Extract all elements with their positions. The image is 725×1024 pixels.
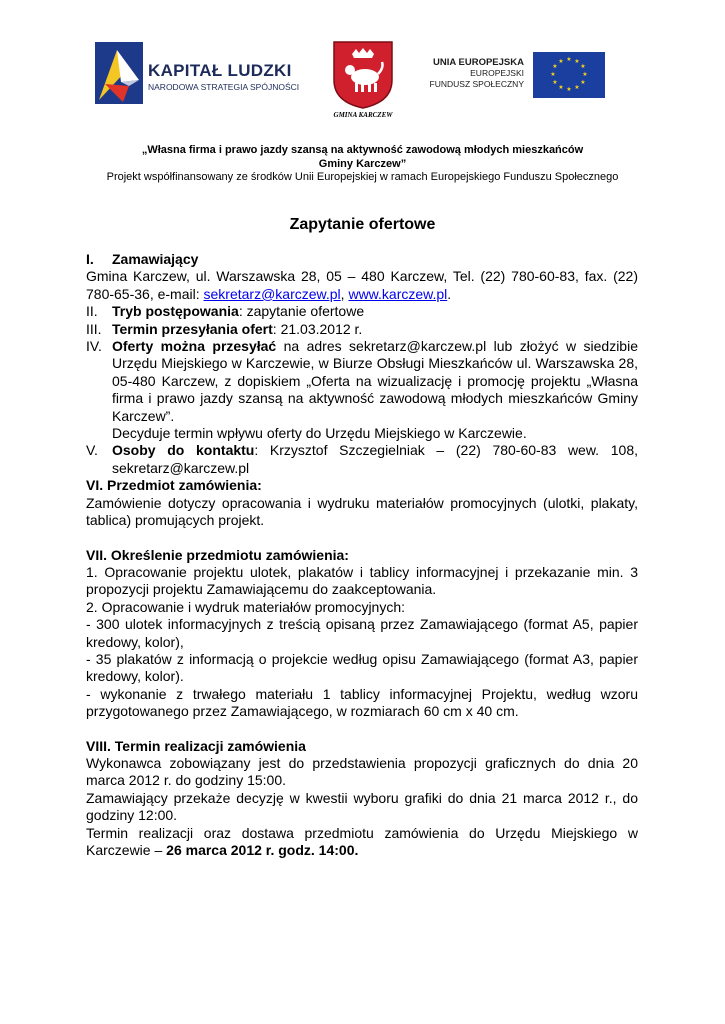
gmina-karczew-logo [328, 38, 398, 120]
section-3-number: III. [86, 320, 102, 337]
section-2 [86, 303, 638, 320]
svg-text:★: ★ [552, 63, 558, 70]
svg-text:★: ★ [582, 71, 588, 78]
cofinance-note: Projekt współfinansowany ze środków Unii Europejskiej w ramach Europejskiego Funduszu Społecznego [106, 171, 619, 183]
email-link[interactable]: sekretarz@karczew.pl [203, 285, 341, 302]
svg-text:★: ★ [566, 56, 572, 63]
kapital-ludzki-subtitle: NARODOWA STRATEGIA SPÓJNOŚCI [148, 82, 300, 92]
section-1-title: Zamawiający [112, 251, 199, 267]
section-5-value: : Krzysztof Szczegielniak – (22) 780-60-83 wew. 108, sekretarz@karczew.pl [112, 442, 638, 476]
coat-of-arms-icon [328, 38, 398, 110]
section-1-heading [86, 251, 638, 268]
section-5-number: V. [86, 442, 98, 459]
section-4-note: Decyduje termin wpływu oferty do Urzędu Miejskiego w Karczewie. [112, 425, 527, 442]
section-3-label: Termin przesyłania ofert [112, 320, 273, 337]
section-5 [86, 442, 638, 477]
document-title: Zapytanie ofertowe [289, 216, 436, 233]
svg-text:★: ★ [558, 84, 564, 91]
section-6-text: Zamówienie dotyczy opracowania i wydruku materiałów promocyjnych (ulotki, plakaty, tablica) promujących projekt. [86, 494, 638, 529]
section-1-address: Gmina Karczew, ul. Warszawska 28, 05 – 480 Karczew, Tel. (22) 780-60-83, fax. (22) 780-65-36, e-mail: [86, 268, 638, 302]
project-title-line1: „Własna firma i prawo jazdy szansą na aktywność zawodową młodych mieszkańców [141, 144, 584, 156]
document-body [86, 251, 638, 859]
section-4-label: Oferty można przesyłać [112, 338, 277, 355]
section-8-paragraph-2: Zamawiający przekaże decyzję w kwestii wyboru grafiki do dnia 21 marca 2012 r., do godziny 12:00. [86, 789, 638, 824]
section-2-value: : zapytanie ofertowe [238, 303, 365, 320]
section-4-text: na adres sekretarz@karczew.pl lub złożyć w siedzibie Urzędu Miejskiego w Karczewie, w Biurze Obsługi Mieszkańców ul. Warszawska 28, 05-480 Karczew, z dopiskiem „Oferta na wizualizację i promocję projektu „Własna firma i prawo jazdy szansą na aktywność zawodową młodych mieszkańców Gminy Karczew”. [112, 338, 638, 424]
kapital-ludzki-logo [95, 42, 300, 104]
svg-text:★: ★ [580, 79, 586, 86]
section-3 [86, 321, 638, 338]
section-7-item-4: - 35 plakatów z informacją o projekcie według opisu Zamawiającego (format A3, papier kredowy, kolor). [86, 650, 638, 685]
section-7-item-1: 1. Opracowanie projektu ulotek, plakatów i tablicy informacyjnej i przekazanie min. 3 propozycji projektu Zamawiającemu do zaakceptowania. [86, 563, 638, 598]
svg-text:★: ★ [566, 86, 572, 93]
svg-text:★: ★ [552, 79, 558, 86]
svg-text:★: ★ [574, 84, 580, 91]
section-1-text [86, 268, 638, 303]
section-8-deadline: 26 marca 2012 r. godz. 14:00. [166, 842, 359, 858]
ue-text [418, 57, 524, 90]
ue-line3: FUNDUSZ SPOŁECZNY [429, 79, 524, 89]
svg-text:★: ★ [574, 58, 580, 65]
ue-efs-logo [418, 52, 608, 98]
kapital-ludzki-emblem-icon [95, 42, 143, 104]
section-1-separator: , [340, 285, 349, 302]
svg-text:★: ★ [558, 58, 564, 65]
project-title-line2: Gminy Karczew” [318, 157, 407, 170]
section-2-label: Tryb postępowania [112, 303, 239, 320]
section-8-paragraph-3 [86, 825, 638, 860]
website-link[interactable]: www.karczew.pl [348, 285, 448, 302]
section-2-number: II. [86, 303, 98, 320]
ue-line2: EUROPEJSKI [470, 68, 524, 78]
eu-flag-icon [533, 52, 605, 98]
section-4 [86, 338, 638, 442]
section-3-value: : 21.03.2012 r. [272, 320, 363, 337]
gmina-karczew-label: GMINA KARCZEW [333, 111, 393, 119]
section-7-heading: VII. Określenie przedmiotu zamówienia: [86, 546, 349, 563]
svg-text:★: ★ [580, 63, 586, 70]
section-6-heading: VI. Przedmiot zamówienia: [86, 477, 262, 494]
ue-line1: UNIA EUROPEJSKA [433, 57, 524, 68]
section-1-end: . [447, 285, 452, 302]
project-header [60, 144, 665, 185]
section-8-paragraph-1: Wykonawca zobowiązany jest do przedstawienia propozycji graficznych do dnia 20 marca 2012 r. do godziny 15:00. [86, 754, 638, 789]
section-7-item-3: - 300 ulotek informacyjnych z treścią opisaną przez Zamawiającego (format A5, papier kredowy, kolor), [86, 616, 638, 650]
section-7-item-5: - wykonanie z trwałego materiału 1 tablicy informacyjnej Projektu, według wzoru przygotowanego przez Zamawiającego, w rozmiarach 60 cm x 40 cm. [86, 685, 638, 720]
section-5-label: Osoby do kontaktu [112, 442, 255, 459]
section-8-paragraph-3-text: Termin realizacji oraz dostawa przedmiotu zamówienia do Urzędu Miejskiego w Karczewie – [86, 824, 638, 858]
section-1-number: I. [86, 251, 94, 267]
svg-text:★: ★ [550, 71, 556, 78]
kapital-ludzki-title: KAPITAŁ LUDZKI [148, 61, 292, 80]
section-7-item-2: 2. Opracowanie i wydruk materiałów promocyjnych: [86, 598, 406, 615]
section-4-number: IV. [86, 338, 102, 355]
section-8-heading: VIII. Termin realizacji zamówienia [86, 737, 306, 754]
